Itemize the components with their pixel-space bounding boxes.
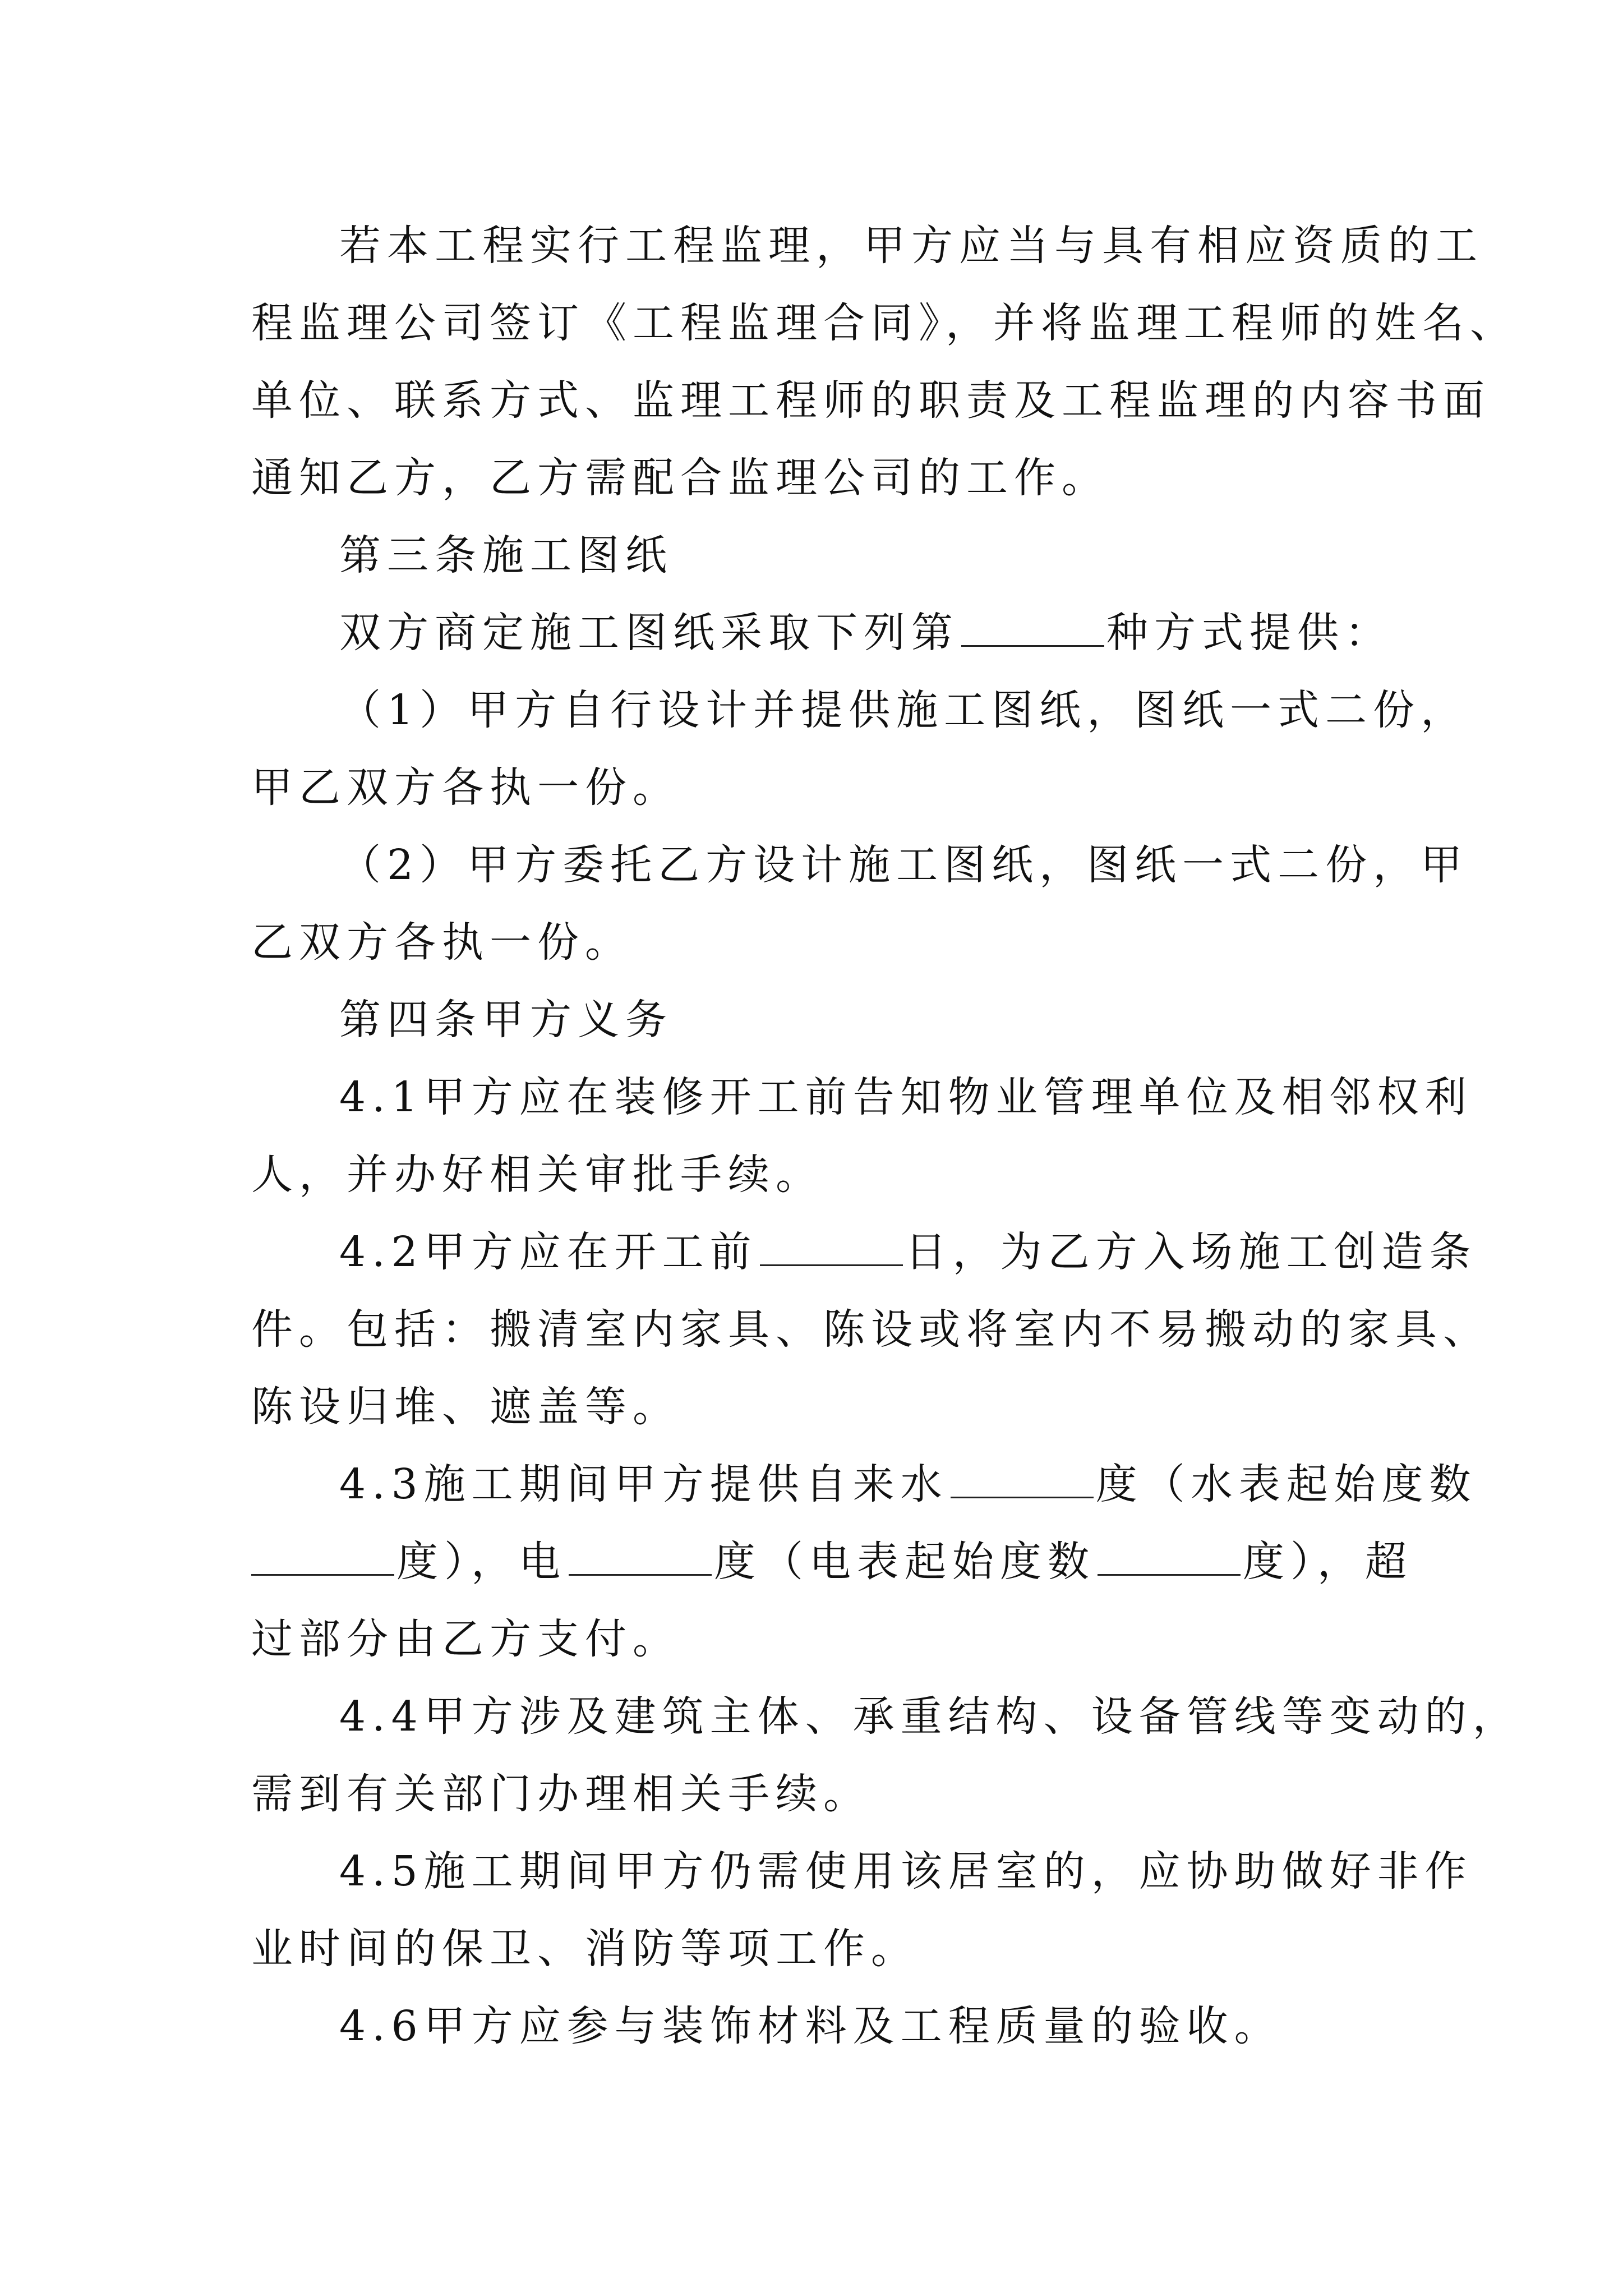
fill-blank <box>1098 1540 1241 1576</box>
clause-4-3-text-a: 4.3施工期间甲方提供自来水 <box>339 1460 948 1508</box>
paragraph-1-line-2: 程监理公司签订《工程监理合同》，并将监理工程师的姓名、 <box>251 299 1518 347</box>
clause-4-3-text-c: 度），电 <box>396 1538 566 1586</box>
fill-blank <box>760 1231 903 1266</box>
clause-4-2-line-2: 件。包括：搬清室内家具、陈设或将室内不易搬动的家具、 <box>251 1305 1491 1354</box>
fill-blank <box>251 1540 394 1576</box>
clause-4-3-text-b: 度（水表起始度数 <box>1095 1460 1477 1508</box>
paragraph-2-line-1 <box>339 602 1393 664</box>
clause-4-2-text-a: 4.2甲方应在开工前 <box>339 1228 758 1276</box>
clause-4-3-text-d: 度（电表起始度数 <box>714 1538 1095 1586</box>
fill-blank <box>951 1463 1094 1498</box>
clause-4-4-line-2: 需到有关部门办理相关手续。 <box>251 1770 871 1818</box>
clause-4-5-line-1: 4.5施工期间甲方仍需使用该居室的，应协助做好非作 <box>339 1847 1473 1895</box>
clause-4-2-text-b: 日，为乙方入场施工创造条 <box>905 1228 1477 1276</box>
paragraph-3-line-1: （1）甲方自行设计并提供施工图纸，图纸一式二份， <box>339 686 1469 734</box>
paragraph-1-line-3: 单位、联系方式、监理工程师的职责及工程监理的内容书面 <box>251 376 1491 425</box>
paragraph-1-line-4: 通知乙方，乙方需配合监理公司的工作。 <box>251 454 1109 502</box>
paragraph-2-text-b: 种方式提供： <box>1106 609 1393 657</box>
paragraph-3-line-2: 甲乙双方各执一份。 <box>251 763 680 812</box>
clause-4-4-line-1: 4.4甲方涉及建筑主体、承重结构、设备管线等变动的， <box>339 1692 1520 1741</box>
clause-4-3-line-1 <box>339 1453 1477 1515</box>
clause-4-1-line-2: 人，并办好相关审批手续。 <box>251 1151 823 1199</box>
clause-4-3-line-3: 过部分由乙方支付。 <box>251 1615 680 1663</box>
paragraph-2-text-a: 双方商定施工图纸采取下列第 <box>339 609 959 657</box>
clause-4-2-line-1 <box>339 1221 1477 1283</box>
clause-4-3-line-2 <box>251 1531 1413 1593</box>
section-heading-3: 第三条施工图纸 <box>339 531 673 579</box>
paragraph-4-line-1: （2）甲方委托乙方设计施工图纸，图纸一式二份，甲 <box>339 841 1469 889</box>
section-heading-4: 第四条甲方义务 <box>339 996 673 1044</box>
paragraph-1-line-1: 若本工程实行工程监理，甲方应当与具有相应资质的工 <box>339 222 1483 270</box>
fill-blank <box>961 611 1104 647</box>
clause-4-6-line-1: 4.6甲方应参与装饰材料及工程质量的验收。 <box>339 2002 1282 2050</box>
clause-4-3-text-e: 度），超 <box>1243 1538 1413 1586</box>
fill-blank <box>569 1540 712 1576</box>
clause-4-2-line-3: 陈设归堆、遮盖等。 <box>251 1383 680 1431</box>
clause-4-1-line-1: 4.1甲方应在装修开工前告知物业管理单位及相邻权利 <box>339 1073 1473 1121</box>
paragraph-4-line-2: 乙双方各执一份。 <box>251 918 633 967</box>
clause-4-5-line-2: 业时间的保卫、消防等项工作。 <box>251 1925 919 1973</box>
